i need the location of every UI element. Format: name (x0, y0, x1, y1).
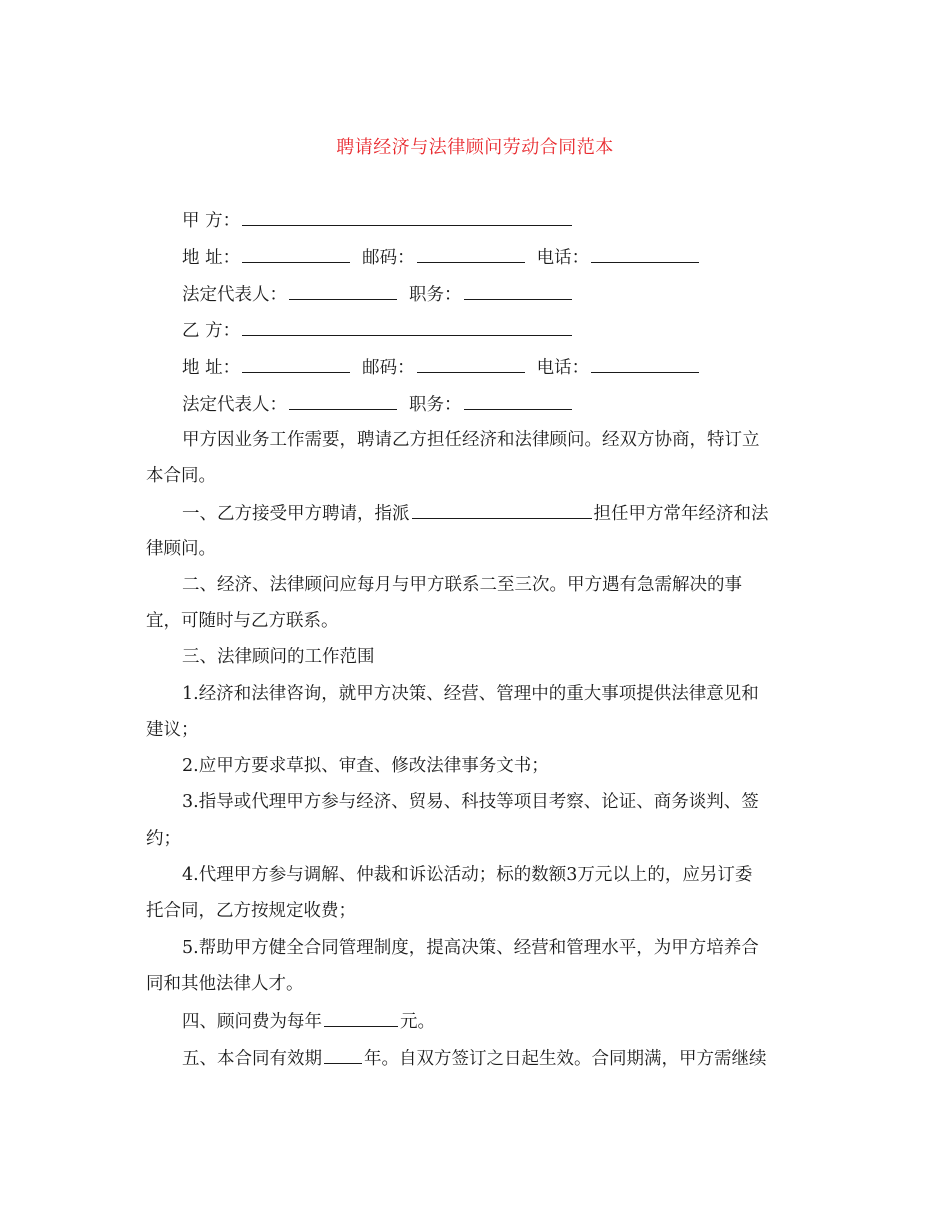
clause-1-line-1 (182, 500, 769, 526)
scope-item-5-line-2: 同和其他法律人才。 (146, 974, 304, 994)
party-a-postcode-blank (417, 244, 525, 263)
clause-4-text-a: 四、顾问费为每年 (182, 1012, 322, 1032)
party-a-phone-label: 电话： (536, 248, 590, 268)
intro-paragraph-line-1: 甲方因业务工作需要，聘请乙方担任经济和法律顾问。经双方协商，特订立 (182, 430, 760, 450)
scope-item-4-line-2: 托合同，乙方按规定收费； (146, 901, 356, 921)
clause-1-text-b: 担任甲方常年经济和法 (593, 504, 769, 524)
clause-4-text-b: 元。 (400, 1012, 435, 1032)
party-a-blank (242, 207, 572, 226)
party-b-line (182, 317, 574, 343)
party-a-position-blank (464, 281, 572, 300)
party-b-postcode-blank (417, 354, 525, 373)
clause-5-term-blank (324, 1045, 362, 1064)
party-a-address-blank (242, 244, 350, 263)
party-a-rep-blank (289, 281, 397, 300)
party-b-blank (242, 317, 572, 336)
clause-4-line (182, 1008, 435, 1034)
clause-1-text-a: 一、乙方接受甲方聘请，指派 (182, 504, 410, 524)
scope-item-2: 2.应甲方要求草拟、审查、修改法律事务文书； (182, 756, 549, 776)
party-a-address-label: 地 址： (182, 248, 241, 268)
party-a-position-label: 职务： (409, 285, 462, 305)
party-a-rep-line (182, 281, 574, 307)
clause-5-text-a: 五、本合同有效期 (182, 1049, 322, 1069)
party-a-label: 甲 方： (182, 211, 241, 231)
party-b-address-blank (242, 354, 350, 373)
clause-5-line (182, 1045, 767, 1071)
party-a-postcode-label: 邮码： (362, 248, 415, 268)
party-b-rep-label: 法定代表人： (182, 395, 287, 415)
party-b-postcode-label: 邮码： (362, 358, 415, 378)
party-a-line (182, 207, 574, 233)
scope-item-3-line-1: 3.指导或代理甲方参与经济、贸易、科技等项目考察、论证、商务谈判、签 (182, 792, 759, 812)
party-b-rep-line (182, 391, 574, 417)
party-b-phone-label: 电话： (536, 358, 590, 378)
party-b-position-label: 职务： (409, 395, 462, 415)
scope-item-3-line-2: 约； (146, 829, 181, 849)
party-b-label: 乙 方： (182, 321, 241, 341)
clause-1-blank (412, 500, 592, 519)
party-b-contact-line (182, 354, 701, 380)
party-b-rep-blank (289, 391, 397, 410)
scope-item-1-line-2: 建议； (146, 720, 199, 740)
clause-3-heading: 三、法律顾问的工作范围 (182, 647, 375, 667)
party-b-address-label: 地 址： (182, 358, 241, 378)
document-title: 聘请经济与法律顾问劳动合同范本 (336, 137, 614, 158)
party-b-phone-blank (591, 354, 699, 373)
party-a-contact-line (182, 244, 701, 270)
party-b-position-blank (464, 391, 572, 410)
party-a-phone-blank (591, 244, 699, 263)
clause-4-fee-blank (324, 1008, 398, 1027)
clause-2-line-2: 宜，可随时与乙方联系。 (146, 611, 339, 631)
clause-5-text-b: 年。自双方签订之日起生效。合同期满，甲方需继续 (364, 1049, 767, 1069)
clause-1-line-2: 律顾问。 (146, 539, 216, 559)
scope-item-4-line-1: 4.代理甲方参与调解、仲裁和诉讼活动；标的数额3万元以上的，应另订委 (182, 865, 753, 885)
intro-paragraph-line-2: 本合同。 (146, 466, 216, 486)
clause-2-line-1: 二、经济、法律顾问应每月与甲方联系二至三次。甲方遇有急需解决的事 (182, 575, 742, 595)
scope-item-5-line-1: 5.帮助甲方健全合同管理制度，提高决策、经营和管理水平，为甲方培养合 (182, 938, 759, 958)
party-a-rep-label: 法定代表人： (182, 285, 287, 305)
scope-item-1-line-1: 1.经济和法律咨询，就甲方决策、经营、管理中的重大事项提供法律意见和 (182, 684, 759, 704)
